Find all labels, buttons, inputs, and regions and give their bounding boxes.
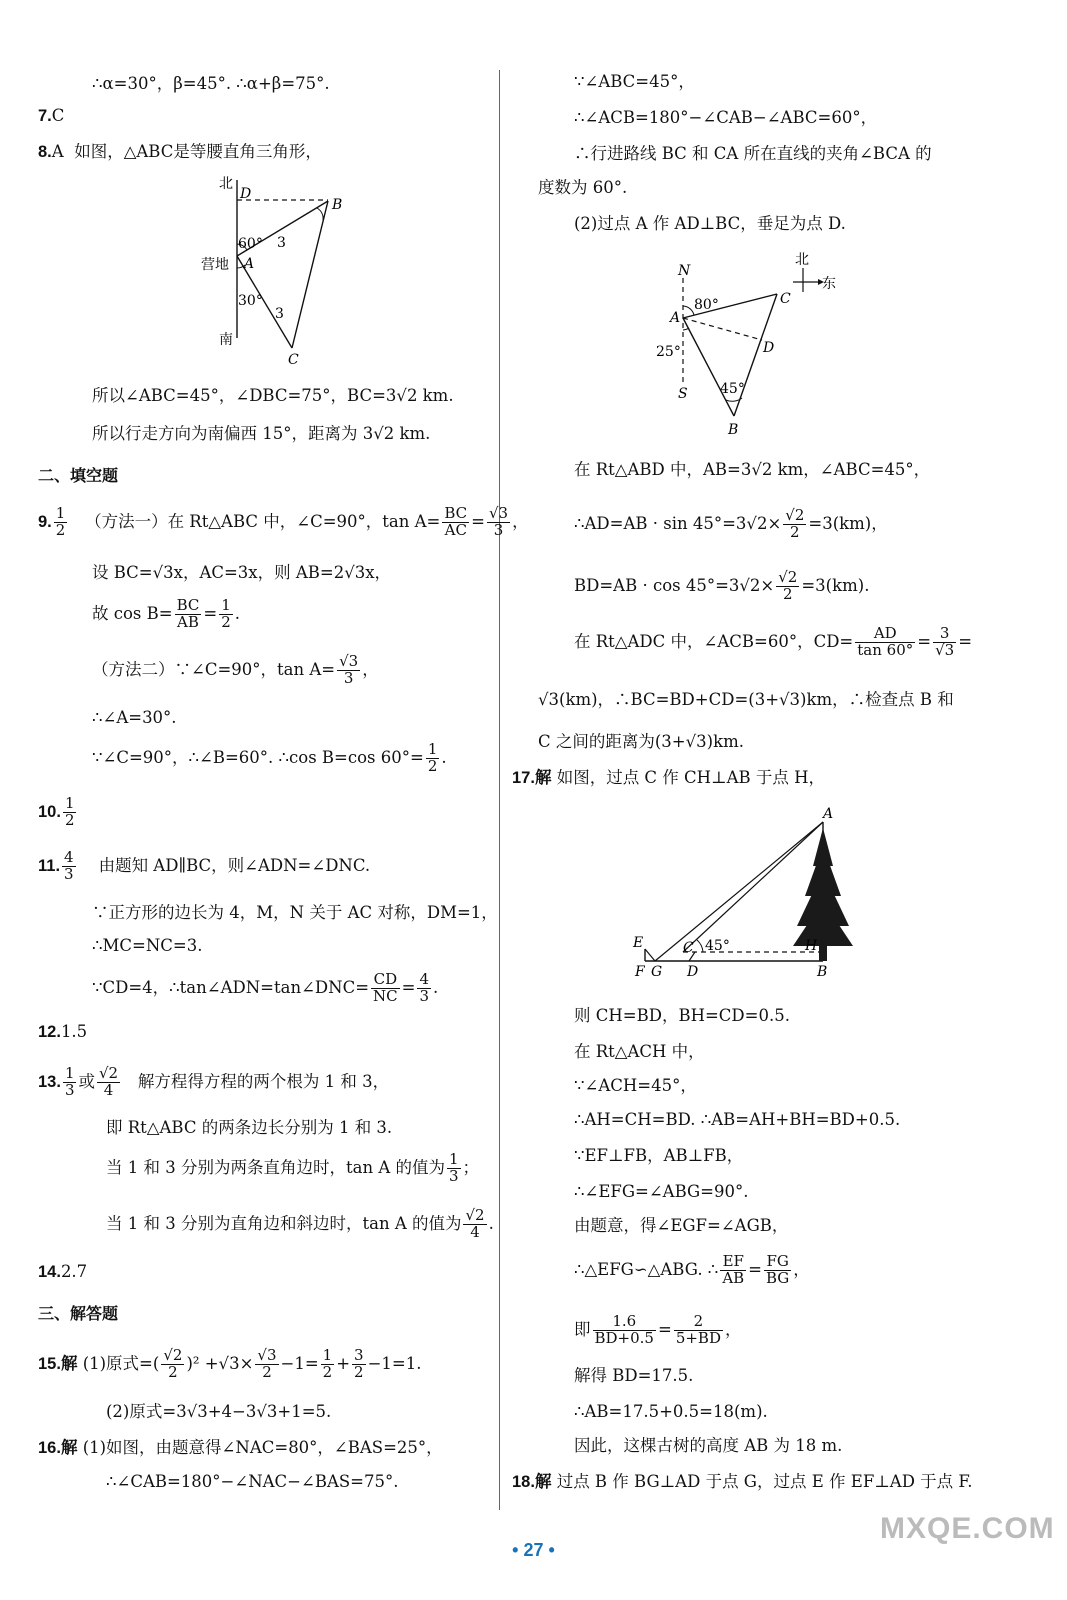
- question-10: 10. $\frac{1}{2}$: [38, 794, 75, 829]
- text-line: 则 CH=BD，BH=CD=0.5.: [574, 1006, 790, 1025]
- length-label: 3: [277, 235, 286, 251]
- figure-q16: [650, 248, 850, 443]
- point-S-label: S: [678, 386, 688, 402]
- text-line: ∴MC=NC=3.: [92, 936, 203, 955]
- angle-80-label: 80°: [694, 297, 719, 313]
- point-N-label: N: [678, 263, 691, 279]
- east-label: 东: [822, 276, 836, 292]
- text-line: ∴α=30°，β=45°. ∴α+β=75°.: [92, 74, 330, 93]
- point-D-label: D: [763, 340, 775, 356]
- point-F-label: F: [635, 964, 645, 980]
- angle-25-label: 25°: [656, 344, 681, 360]
- point-B-label: B: [332, 197, 343, 213]
- point-A-label: A: [823, 806, 834, 822]
- text-line: (2)原式=3√3+4−3√3+1=5.: [106, 1402, 332, 1421]
- text-line: 故 cos B= $\frac{BC}{AB}$ = $\frac{1}{2}$ .: [92, 596, 240, 631]
- text-line: 由题意，得∠EGF=∠AGB，: [574, 1216, 789, 1235]
- text-line: 即 Rt△ABC 的两条边长分别为 1 和 3.: [106, 1118, 393, 1137]
- question-13: 13. $\frac{1}{3}$ 或 $\frac{√2}{4}$ 解方程得方程的两个根为 1 和 3，: [38, 1064, 390, 1099]
- text-line: ∴AH=CH=BD. ∴AB=AH+BH=BD+0.5.: [574, 1110, 901, 1129]
- point-C-label: C: [288, 352, 299, 368]
- point-D-label: D: [687, 964, 699, 980]
- text-line: ∵∠ACH=45°，: [574, 1076, 697, 1095]
- question-18: 18.解 过点 B 作 BG⊥AD 于点 G，过点 E 作 EF⊥AD 于点 F.: [512, 1472, 973, 1491]
- text-line: 即 $\frac{1.6}{BD+0.5}$ = $\frac{2}{5+BD}$ ，: [574, 1312, 742, 1347]
- figure-q17: [625, 806, 875, 986]
- point-A-label: A: [244, 256, 255, 272]
- question-11: 11. $\frac{4}{3}$ 由题知 AD∥BC，则∠ADN=∠DNC.: [38, 848, 371, 883]
- text-line: 解得 BD=17.5.: [574, 1366, 694, 1385]
- question-9: 9. $\frac{1}{2}$ （方法一）在 Rt△ABC 中，∠C=90°，tan A= $\frac{BC}{AC}$ = $\frac{√3}{3}$ ，: [38, 504, 529, 539]
- angle-45-label: 45°: [705, 938, 730, 954]
- text-line: ∴AB=17.5+0.5=18(m).: [574, 1402, 768, 1421]
- north-label: 北: [219, 176, 233, 192]
- text-line: ∴行进路线 BC 和 CA 所在直线的夹角∠BCA 的: [574, 144, 932, 163]
- length-label: 3: [275, 306, 284, 322]
- text-line: ∵∠C=90°，∴∠B=60°. ∴cos B=cos 60°= $\frac{1}{2}$ .: [92, 740, 447, 775]
- column-divider: [499, 70, 500, 1510]
- text-line: ∴AD=AB · sin 45°=3√2× $\frac{√2}{2}$ =3(km)，: [574, 506, 888, 541]
- text-line: ∴△EFG∽△ABG. ∴ $\frac{EF}{AB}$ = $\frac{FG}{BG}$ ，: [574, 1252, 810, 1287]
- text-line: 所以∠ABC=45°，∠DBC=75°，BC=3√2 km.: [92, 386, 454, 405]
- point-B-label: B: [817, 964, 828, 980]
- angle-30-label: 30°: [238, 293, 263, 309]
- text-line: ∵正方形的边长为 4，M，N 关于 AC 对称，DM=1，: [92, 903, 498, 922]
- point-D-label: D: [240, 186, 252, 202]
- text-line: ∵∠ABC=45°，: [574, 72, 695, 91]
- angle-60-label: 60°: [238, 236, 263, 252]
- point-H-label: H: [805, 938, 818, 954]
- south-label: 南: [219, 332, 233, 348]
- point-A-label: A: [670, 310, 681, 326]
- tree-icon: [793, 828, 853, 961]
- text-line: ∴∠A=30°.: [92, 708, 177, 727]
- text-line: ∴∠ACB=180°−∠CAB−∠ABC=60°，: [574, 108, 878, 127]
- point-C-label: C: [780, 291, 791, 307]
- section-heading: 三、解答题: [38, 1304, 119, 1323]
- text-line: （方法二）∵∠C=90°，tan A= $\frac{√3}{3}$ ，: [92, 652, 379, 687]
- text-line: √3(km)，∴BC=BD+CD=(3+√3)km，∴检查点 B 和: [538, 690, 954, 709]
- text-line: ∵EF⊥FB，AB⊥FB，: [574, 1146, 744, 1165]
- text-line: 当 1 和 3 分别为两条直角边时，tan A 的值为 $\frac{1}{3}$ ；: [106, 1150, 480, 1185]
- camp-label: 营地: [201, 257, 229, 273]
- north-label: 北: [795, 252, 809, 268]
- point-G-label: G: [651, 964, 663, 980]
- text-line: (2)过点 A 作 AD⊥BC，垂足为点 D.: [574, 214, 846, 233]
- text-line: BD=AB · cos 45°=3√2× $\frac{√2}{2}$ =3(km).: [574, 568, 870, 603]
- text-line: 度数为 60°.: [538, 178, 628, 197]
- angle-45-label: 45°: [720, 381, 745, 397]
- text-line: 所以行走方向为南偏西 15°，距离为 3√2 km.: [92, 424, 431, 443]
- question-17: 17.解 如图，过点 C 作 CH⊥AB 于点 H，: [512, 768, 825, 787]
- text-line: 在 Rt△ABD 中，AB=3√2 km，∠ABC=45°，: [574, 460, 931, 479]
- text-line: 设 BC=√3x，AC=3x，则 AB=2√3x，: [92, 563, 392, 582]
- text-line: 当 1 和 3 分别为直角边和斜边时，tan A 的值为 $\frac{√2}{4}$ .: [106, 1206, 494, 1241]
- point-C-label: C: [683, 940, 694, 956]
- point-E-label: E: [633, 935, 644, 951]
- text-line: ∴∠EFG=∠ABG=90°.: [574, 1182, 749, 1201]
- point-B-label: B: [728, 422, 739, 438]
- question-15: 15.解 (1)原式=( $\frac{√2}{2}$ )² +√3× $\frac{√3}{2}$ −1= $\frac{1}{2}$ + $\frac{3}{2}$ −1=1.: [38, 1346, 422, 1381]
- text-line: C 之间的距离为(3+√3)km.: [538, 732, 744, 751]
- figure-q8: [195, 168, 365, 373]
- text-line: 在 Rt△ACH 中，: [574, 1042, 705, 1061]
- question-8: 8.A 如图，△ABC是等腰直角三角形，: [38, 142, 322, 161]
- question-16: 16.解 (1)如图，由题意得∠NAC=80°，∠BAS=25°，: [38, 1438, 443, 1457]
- question-12: 12.1.5: [38, 1022, 88, 1041]
- section-heading: 二、填空题: [38, 466, 119, 485]
- watermark-logo: MXQE.COM: [880, 1512, 1055, 1545]
- page-number: • 27 •: [512, 1540, 555, 1560]
- text-line: 因此，这棵古树的高度 AB 为 18 m.: [574, 1436, 843, 1455]
- question-7: 7.C: [38, 106, 65, 125]
- text-line: ∵CD=4，∴tan∠ADN=tan∠DNC= $\frac{CD}{NC}$ = $\frac{4}{3}$ .: [92, 970, 439, 1005]
- text-line: ∴∠CAB=180°−∠NAC−∠BAS=75°.: [106, 1472, 399, 1491]
- text-line: 在 Rt△ADC 中，∠ACB=60°，CD= $\frac{AD}{\tan 60^\circ}$ = $\frac{3}{√3}$ =: [574, 624, 973, 659]
- question-14: 14.2.7: [38, 1262, 88, 1281]
